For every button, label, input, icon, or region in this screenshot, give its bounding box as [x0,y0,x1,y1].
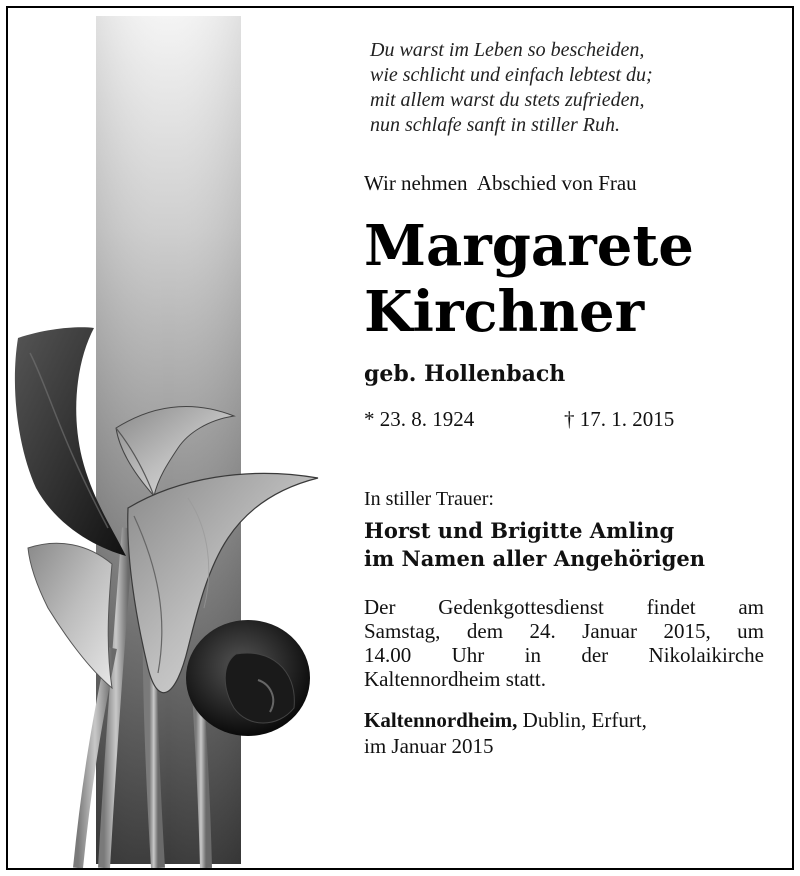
mourning-label: In stiller Trauer: [364,488,494,510]
obituary-text [364,38,764,759]
mourner-line: Horst und Brigitte Amling [364,518,675,543]
place-others: Dublin, Erfurt, [517,708,647,732]
poem-line: wie schlicht und einfach lebtest du; [370,64,653,86]
mourner-line: im Namen aller Angehörigen [364,546,706,571]
place-town: Kaltennordheim, [364,708,518,732]
death-date: † 17. 1. 2015 [564,407,675,431]
lower-calla-petal [28,543,112,688]
deceased-name [364,213,764,345]
mourners [364,517,764,573]
notice-date: im Januar 2015 [364,734,494,758]
memorial-service-notice [364,595,764,691]
birth-date: * 23. 8. 1924 [364,407,475,431]
poem-line: nun schlafe sanft in stiller Ruh. [370,114,620,136]
calla-lily-illustration [8,8,348,868]
service-line: Der Gedenkgottesdienst findet am [364,595,764,619]
memorial-poem [370,38,764,138]
service-line: 14.00 Uhr in der Nikolaikirche [364,643,764,667]
birth-name: geb. Hollenbach [364,361,566,387]
first-name: Margarete [364,213,694,279]
place-and-date [364,707,764,759]
life-dates [364,407,764,432]
last-name: Kirchner [364,279,645,345]
poem-line: mit allem warst du stets zufrieden, [370,89,645,111]
poem-line: Du warst im Leben so bescheiden, [370,39,645,61]
service-line: Kaltennordheim statt. [364,667,546,691]
obituary-card [6,6,794,870]
service-line: Samstag, dem 24. Januar 2015, um [364,619,764,643]
farewell-intro: Wir nehmen Abschied von Frau [364,171,637,195]
